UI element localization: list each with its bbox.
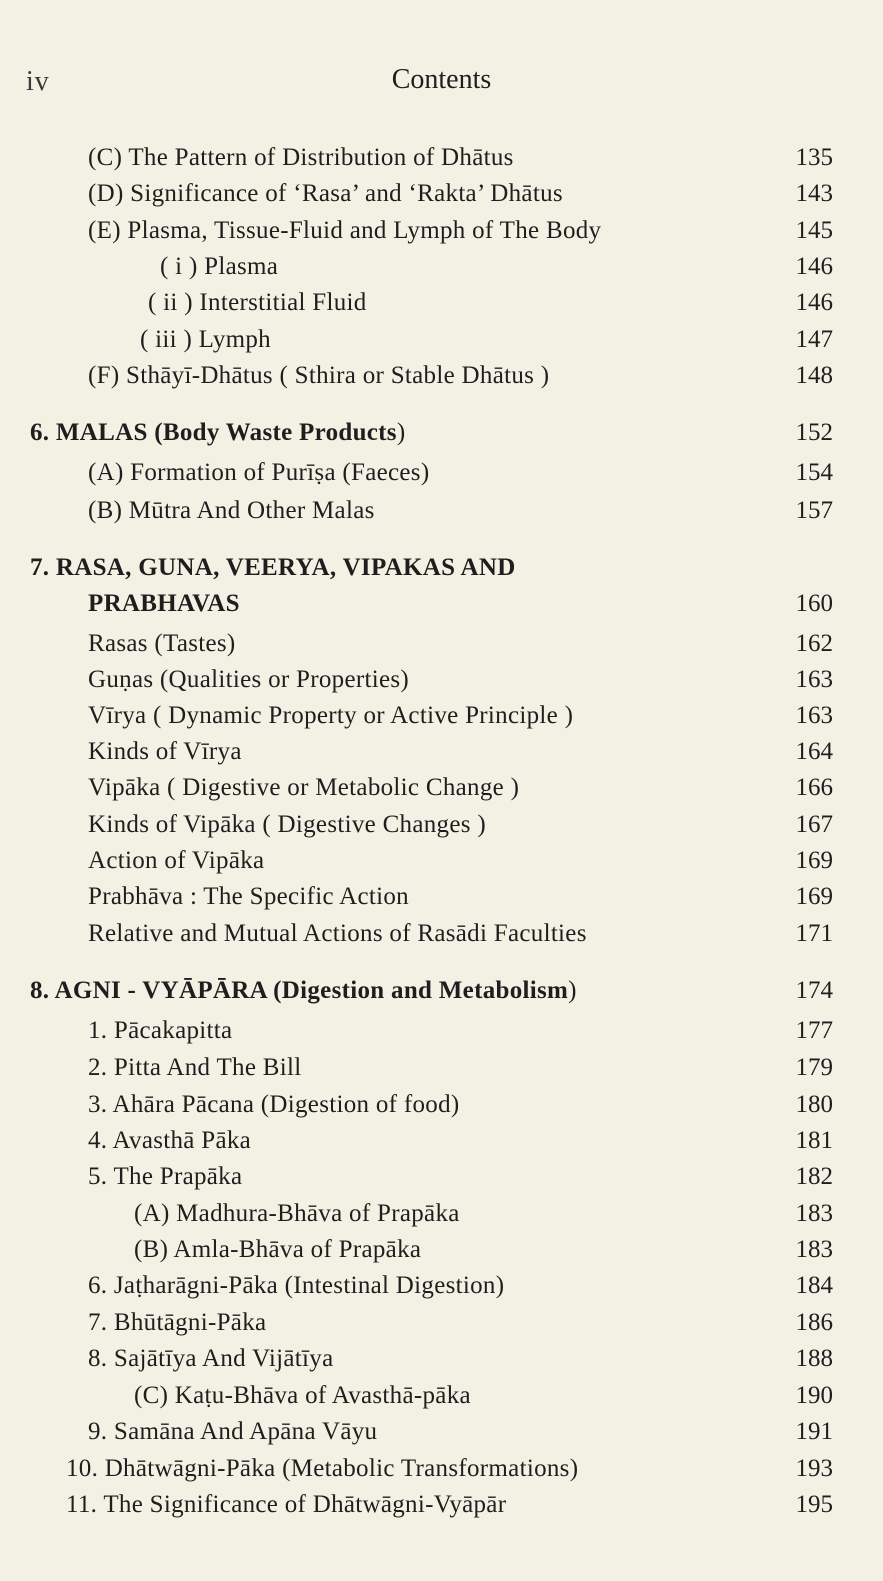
toc-entry-label: 7. Bhūtāgni-Pāka — [88, 1309, 267, 1336]
toc-entry-page: 146 — [795, 253, 833, 280]
toc-entry-label: 1. Pācakapitta — [88, 1017, 233, 1044]
toc-entry-label: (B) Amla-Bhāva of Prapāka — [134, 1236, 422, 1263]
chapter-6-title: 6. MALAS ( — [30, 419, 163, 446]
toc-entry — [0, 626, 883, 662]
toc-entry-page: 152 — [795, 419, 833, 446]
toc-entry — [0, 662, 883, 698]
page-header — [0, 62, 883, 102]
toc-entry-label: Relative and Mutual Actions of Rasādi Faculties — [88, 920, 587, 947]
toc-entry-page: 160 — [795, 590, 833, 617]
toc-entry-page: 183 — [795, 1200, 833, 1227]
toc-entry-page: 169 — [795, 847, 833, 874]
toc-entry — [0, 1378, 883, 1414]
toc-entry — [0, 285, 883, 321]
toc-entry-label: 4. Avasthā Pāka — [88, 1127, 252, 1154]
toc-entry — [0, 213, 883, 249]
toc-entry — [0, 140, 883, 176]
toc-entry-label: 9. Samāna And Apāna Vāyu — [88, 1418, 378, 1445]
toc-entry-label: ( iii ) Lymph — [140, 326, 271, 353]
toc-entry-page: 190 — [795, 1382, 833, 1409]
toc-entry-label: (B) Mūtra And Other Malas — [88, 497, 375, 524]
toc-entry — [0, 1196, 883, 1232]
toc-entry-page: 188 — [795, 1345, 833, 1372]
toc-entry-page: 157 — [795, 497, 833, 524]
running-title: Contents — [391, 64, 492, 95]
toc-entry — [0, 1159, 883, 1195]
toc-entry-label: Prabhāva : The Specific Action — [88, 883, 409, 910]
toc-entry-page: 182 — [795, 1163, 833, 1190]
toc-entry — [0, 807, 883, 843]
toc-entry-label: (A) Madhura-Bhāva of Prapāka — [134, 1200, 460, 1227]
toc-entry-page: 162 — [795, 630, 833, 657]
toc-entry — [0, 916, 883, 952]
toc-entry-label: Rasas (Tastes) — [88, 630, 236, 657]
chapter-8-title: 8. AGNI - VYĀPĀRA ( — [30, 977, 282, 1004]
toc-entry-page: 193 — [795, 1455, 833, 1482]
toc-entry — [0, 1305, 883, 1341]
toc-entry-page: 154 — [795, 459, 833, 486]
toc-entry-page: 166 — [795, 774, 833, 801]
chapter-6-subtitle: Body Waste Products — [162, 419, 397, 446]
toc-chapter-7-cont — [0, 586, 883, 622]
toc-entry — [0, 1414, 883, 1450]
toc-entry — [0, 770, 883, 806]
toc-entry-page: 169 — [795, 883, 833, 910]
toc-entry — [0, 1087, 883, 1123]
toc-entry-page: 163 — [795, 666, 833, 693]
toc-entry-label: Kinds of Vipāka ( Digestive Changes ) — [88, 811, 486, 838]
toc-entry-page: 180 — [795, 1091, 833, 1118]
toc-entry — [0, 879, 883, 915]
chapter-8-subtitle: Digestion and Metabolism — [281, 977, 569, 1004]
toc-entry — [0, 843, 883, 879]
toc-entry-page: 145 — [795, 217, 833, 244]
toc-entry — [0, 1268, 883, 1304]
toc-entry-label: 8. Sajātīya And Vijātīya — [88, 1345, 334, 1372]
chapter-8-close: ) — [568, 977, 577, 1004]
toc-entry-label: Vīrya ( Dynamic Property or Active Principle ) — [88, 702, 574, 729]
toc-entry — [0, 1050, 883, 1086]
chapter-7-title-cont: PRABHAVAS — [88, 590, 240, 617]
page-folio: iv — [26, 66, 50, 97]
toc-entry-label: Kinds of Vīrya — [88, 738, 242, 765]
toc-entry — [0, 322, 883, 358]
toc-entry — [0, 1232, 883, 1268]
toc-entry-label: (C) Kaṭu-Bhāva of Avasthā-pāka — [134, 1382, 471, 1409]
toc-entry-page: 183 — [795, 1236, 833, 1263]
toc-entry — [0, 1123, 883, 1159]
toc-entry — [0, 493, 883, 529]
toc-entry-label: 10. Dhātwāgni-Pāka (Metabolic Transformations) — [66, 1455, 579, 1482]
toc-entry-label: (D) Significance of ‘Rasa’ and ‘Rakta’ Dhātus — [88, 180, 563, 207]
toc-entry-page: 164 — [795, 738, 833, 765]
toc-chapter-6 — [0, 415, 883, 451]
toc-entry-page: 177 — [795, 1017, 833, 1044]
toc-entry-page: 135 — [795, 144, 833, 171]
toc-entry-label: 11. The Significance of Dhātwāgni-Vyāpār — [66, 1491, 507, 1518]
toc-entry-page: 179 — [795, 1054, 833, 1081]
toc-entry — [0, 1451, 883, 1487]
toc-entry — [0, 734, 883, 770]
toc-chapter-8 — [0, 973, 883, 1009]
toc-entry-label: ( ii ) Interstitial Fluid — [148, 289, 367, 316]
toc-entry-page: 167 — [795, 811, 833, 838]
toc-entry-label: 3. Ahāra Pācana (Digestion of food) — [88, 1091, 460, 1118]
toc-entry-page: 143 — [795, 180, 833, 207]
toc-entry-page: 146 — [795, 289, 833, 316]
toc-entry — [0, 455, 883, 491]
toc-entry-page: 195 — [795, 1491, 833, 1518]
toc-entry-page: 181 — [795, 1127, 833, 1154]
toc-entry — [0, 249, 883, 285]
toc-entry-label: Vipāka ( Digestive or Metabolic Change ) — [88, 774, 520, 801]
toc-entry-label: (A) Formation of Purīṣa (Faeces) — [88, 459, 430, 486]
toc-entry-page: 171 — [795, 920, 833, 947]
toc-entry — [0, 1013, 883, 1049]
toc-entry-page: 147 — [795, 326, 833, 353]
toc-entry-page: 191 — [795, 1418, 833, 1445]
toc-entry — [0, 358, 883, 394]
toc-entry — [0, 176, 883, 212]
toc-entry-label: ( i ) Plasma — [160, 253, 279, 280]
chapter-6-close: ) — [396, 419, 406, 446]
toc-entry-label: 2. Pitta And The Bill — [88, 1054, 302, 1081]
toc-entry — [0, 1487, 883, 1523]
toc-entry — [0, 1341, 883, 1377]
toc-chapter-7 — [0, 550, 883, 586]
toc-entry-page: 186 — [795, 1309, 833, 1336]
toc-entry-page: 163 — [795, 702, 833, 729]
chapter-7-title: 7. RASA, GUNA, VEERYA, VIPAKAS AND — [30, 554, 516, 581]
toc-entry-page: 148 — [795, 362, 833, 389]
toc-entry-label: Guṇas (Qualities or Properties) — [88, 666, 410, 693]
toc-entry-page: 174 — [795, 977, 833, 1004]
toc-entry-label: (C) The Pattern of Distribution of Dhātus — [88, 144, 514, 171]
toc-entry — [0, 698, 883, 734]
toc-entry-label: 6. Jaṭharāgni-Pāka (Intestinal Digestion) — [88, 1272, 505, 1299]
toc-entry-label: (E) Plasma, Tissue-Fluid and Lymph of The Body — [88, 217, 602, 244]
toc-entry-label: 5. The Prapāka — [88, 1163, 243, 1190]
toc-entry-page: 184 — [795, 1272, 833, 1299]
toc-entry-label: Action of Vipāka — [88, 847, 265, 874]
toc-entry-label: (F) Sthāyī-Dhātus ( Sthira or Stable Dhātus ) — [88, 362, 550, 389]
